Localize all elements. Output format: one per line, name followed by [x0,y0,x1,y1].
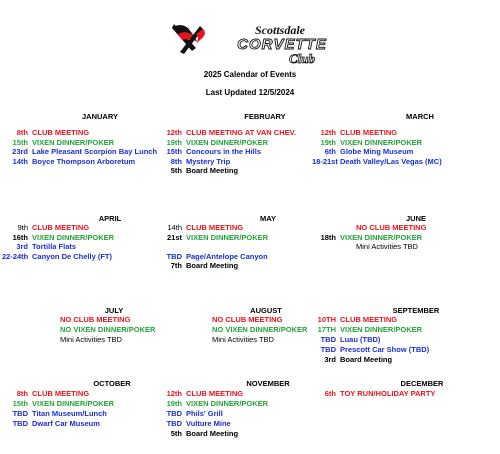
event-date: 8th [170,156,182,166]
event-text: Mini Activities TBD [60,335,122,344]
event-text: VIXEN DINNER/POKER [340,325,423,334]
month-heading-jun: JUNE [405,214,426,223]
event-date: TBD [320,335,336,344]
event-text: Phils' Grill [186,409,223,418]
event-nov-0 [158,389,243,398]
month-heading-dec: DECEMBER [400,379,444,388]
event-date: 6th [324,389,336,398]
event-nov-2 [158,409,223,418]
event-mar-0 [312,128,397,137]
month-heading-oct: OCTOBER [93,379,131,388]
event-nov-4 [158,429,238,438]
event-oct-1 [2,399,114,408]
event-aug-0 [212,315,282,324]
event-text: VIXEN DINNER/POKER [32,399,115,408]
event-mar-2 [312,147,413,156]
event-oct-3 [2,419,100,428]
event-text: VIXEN DINNER/POKER [340,137,423,147]
event-date: 16th [12,232,28,242]
event-text: Mini Activities TBD [212,335,274,344]
event-text: TOY RUN/HOLIDAY PARTY [340,389,436,398]
event-date: 7th [170,261,182,270]
month-heading-aug: AUGUST [250,306,282,315]
event-apr-2 [2,242,76,251]
event-date: TBD [166,251,182,261]
event-oct-0 [2,389,89,398]
event-text: Board Meeting [186,166,239,175]
event-date: 15th [12,399,28,408]
event-nov-1 [158,399,268,408]
month-heading-sep: SEPTEMBER [392,306,440,315]
event-text: Board Meeting [340,355,393,364]
event-date: 19th [320,137,336,147]
event-date: 22-24th [2,251,29,261]
event-jul-1 [60,325,155,334]
event-text: NO CLUB MEETING [356,223,427,232]
event-date: 9th [17,223,28,232]
event-date: TBD [320,345,336,354]
event-date: 15th [166,147,182,156]
last-updated: Last Updated 12/5/2024 [205,88,295,97]
event-text: Globe Ming Museum [340,147,414,156]
month-heading-jan: JANUARY [82,112,118,121]
event-text: VIXEN DINNER/POKER [186,399,269,408]
event-text: Tortilla Flats [32,242,77,251]
event-date: 5th [170,429,182,438]
event-jun-0 [356,223,426,232]
event-date: 5th [170,166,182,175]
month-heading-mar: MARCH [406,112,434,121]
event-text: Death Valley/Las Vegas (MC) [340,156,442,166]
event-date: 12th [166,128,182,137]
event-date: 3rd [16,242,28,251]
event-dec-0 [312,389,435,398]
event-jan-0 [2,128,89,137]
month-heading-apr: APRIL [98,214,122,223]
event-date: 18th [320,232,336,242]
event-date: 23rd [12,147,28,156]
event-text: CLUB MEETING [32,223,90,232]
event-date: 14th [167,223,182,232]
event-text: Vulture Mine [186,419,231,428]
event-text: CLUB MEETING [186,223,244,232]
event-text: VIXEN DINNER/POKER [340,232,423,242]
event-text: Boyce Thompson Arboretum [32,156,136,166]
event-may-1 [158,233,268,242]
event-date: 8th [16,389,28,398]
event-may-0 [158,223,243,232]
event-text: NO VIXEN DINNER/POKER [212,325,308,334]
event-text: Board Meeting [186,261,239,270]
event-text: CLUB MEETING [32,128,90,137]
event-jan-2 [2,147,157,156]
event-sep-1 [312,325,422,334]
event-jan-1 [2,138,114,147]
event-feb-1 [158,138,268,147]
logo-line2: CORVETTE [237,36,327,53]
event-date: TBD [12,409,28,418]
event-feb-0 [158,128,296,137]
event-text: Lake Pleasant Scorpion Bay Lunch [32,147,158,156]
event-date: TBD [12,419,28,428]
event-text: CLUB MEETING [340,315,398,324]
event-jul-0 [60,315,130,324]
month-heading-jul: JULY [104,306,124,315]
event-sep-4 [312,355,392,364]
event-date: TBD [166,409,182,418]
event-apr-1 [2,233,114,242]
event-date: 8th [16,128,28,137]
event-text: NO VIXEN DINNER/POKER [60,325,156,334]
event-text: Prescott Car Show (TBD) [340,345,430,354]
event-aug-1 [212,325,307,334]
event-text: CLUB MEETING [186,389,244,398]
event-sep-0 [312,315,397,324]
event-jun-2 [356,242,418,251]
crossed-flags-icon [172,24,205,54]
event-feb-4 [158,166,238,175]
event-text: Canyon De Chelly (FT) [32,251,113,261]
event-date: 14th [12,156,28,166]
event-feb-3 [158,157,230,166]
event-text: Titan Museum/Lunch [32,409,107,418]
event-jan-3 [2,157,135,166]
logo-line3: Club [288,51,316,66]
month-heading-may: MAY [260,214,276,223]
event-text: VIXEN DINNER/POKER [186,232,269,242]
event-date: 12th [320,128,336,137]
event-text: CLUB MEETING AT VAN CHEV. [186,128,297,137]
event-text: CLUB MEETING [340,128,398,137]
event-text: Concours in the Hills [186,147,262,156]
event-text: Mini Activities TBD [356,242,418,251]
event-date: 15th [12,137,28,147]
event-date: 10TH [317,315,336,324]
event-may-3 [158,252,268,261]
page-title: 2025 Calendar of Events [203,70,297,79]
event-date: 12th [166,389,182,398]
event-text: VIXEN DINNER/POKER [32,232,115,242]
event-date: TBD [166,419,182,428]
event-sep-3 [312,345,429,354]
event-text: Dwarf Car Museum [32,419,100,428]
event-text: Page/Antelope Canyon [186,251,268,261]
event-text: VIXEN DINNER/POKER [186,137,269,147]
event-date: 3rd [324,355,336,364]
event-text: Mystery Trip [186,156,231,166]
event-may-4 [158,261,238,270]
event-date: 19th [166,399,182,408]
scottsdale-corvette-club-logo [170,18,350,66]
event-text: Luau (TBD) [340,335,381,344]
event-text: VIXEN DINNER/POKER [32,137,115,147]
event-aug-2 [212,335,274,344]
event-jun-1 [312,233,422,242]
event-apr-0 [2,223,89,232]
event-date: 17TH [317,325,336,334]
event-date: 6th [324,147,336,156]
month-heading-nov: NOVEMBER [246,379,290,388]
month-heading-feb: FEBRUARY [244,112,286,121]
event-text: NO CLUB MEETING [60,315,131,324]
event-date: 19th [166,137,182,147]
event-apr-3 [2,252,112,261]
logo-line1: Scottsdale [255,23,305,37]
event-oct-2 [2,409,107,418]
event-sep-2 [312,335,380,344]
event-nov-3 [158,419,231,428]
event-mar-1 [312,138,422,147]
event-date: 18-21st [312,156,338,166]
event-text: CLUB MEETING [32,389,90,398]
event-text: Board Meeting [186,429,239,438]
event-jul-2 [60,335,122,344]
event-mar-3 [312,157,442,166]
event-date: 21st [166,232,182,242]
event-text: NO CLUB MEETING [212,315,283,324]
event-feb-2 [158,147,261,156]
